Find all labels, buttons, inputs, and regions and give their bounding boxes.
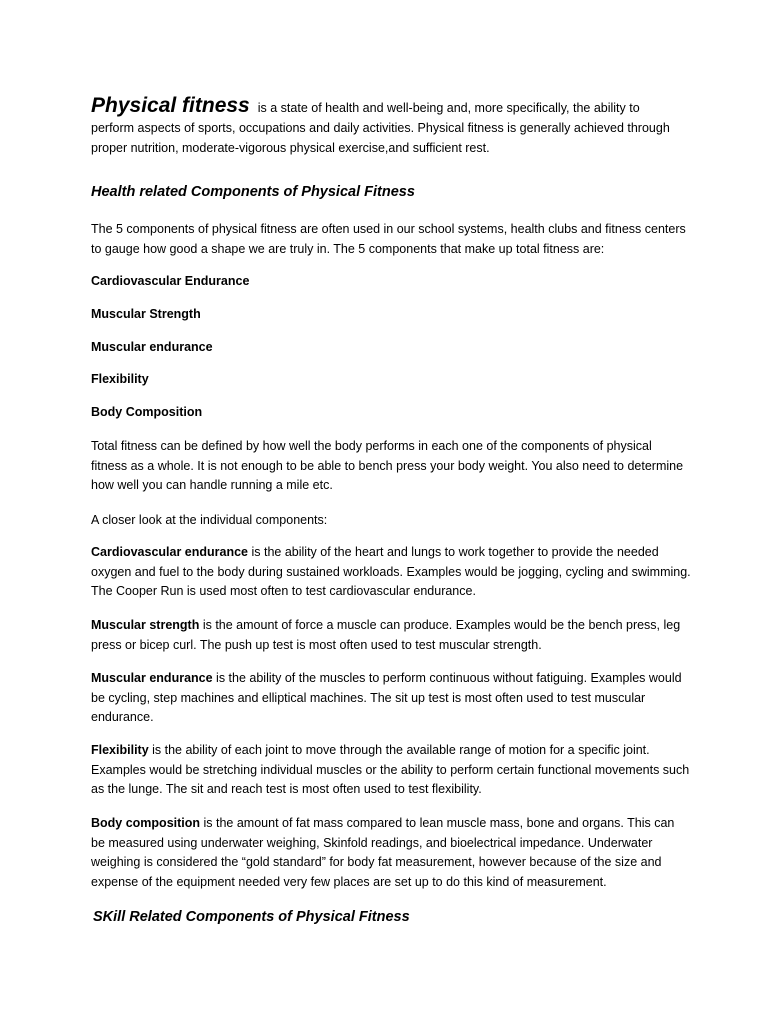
doc-title: Physical fitness [91, 94, 250, 117]
heading-health: Health related Components of Physical Fitness [91, 184, 415, 200]
detail-text: is the ability of the muscles to perform continuous without fatiguing. Examples would be cycling, step machines and elliptical machines. The sit up test is most often used to test muscular endurance. [91, 671, 682, 724]
detail-text: is the amount of fat mass compared to lean muscle mass, bone and organs. This can be measured using underwater weighing, Skinfold readings, and bioelectrical impedance. Underwater weighing is considered the “gold standard” for body fat measurement, however because of the size and expense of the equipment needed very few places are set up to do this kind of measurement. [91, 816, 675, 889]
detail-text: is the ability of each joint to move through the available range of motion for a specific joint. Examples would be stretching individual muscles or the ability to perform certain functional movements such as the lunge. The sit and reach test is most often used to test flexibility. [91, 743, 690, 796]
list-item-body-comp: Body Composition [91, 405, 203, 419]
detail-term: Muscular strength [91, 618, 200, 632]
detail-text: is the amount of force a muscle can produce. Examples would be the bench press, leg press or bicep curl. The push up test is most often used to test muscular strength. [91, 618, 681, 652]
detail-term: Cardiovascular endurance [91, 545, 249, 559]
para-components: The 5 components of physical fitness are often used in our school systems, health clubs and fitness centers to gauge how good a shape we are truly in. The 5 components that make up total fitness are: [91, 222, 686, 256]
list-item-flexibility: Flexibility [91, 372, 149, 386]
detail-cardio [91, 543, 691, 602]
para-total-fitness: Total fitness can be defined by how well the body performs in each one of the components of physical fitness as a whole. It is not enough to be able to bench press your body weight. You also need to determine how well you can handle running a mile etc. [91, 439, 684, 492]
detail-endurance [91, 669, 691, 728]
list-item-endurance: Muscular endurance [91, 340, 213, 354]
list-item-strength: Muscular Strength [91, 307, 201, 321]
para-closer-look: A closer look at the individual components: [91, 513, 328, 527]
intro-lead: is a state of health and well-being and, more specifically, the ability to [257, 101, 640, 115]
detail-term: Muscular endurance [91, 671, 213, 685]
intro-paragraph [91, 96, 691, 158]
detail-body-comp [91, 814, 691, 892]
detail-strength [91, 616, 691, 655]
heading-skill: SKill Related Components of Physical Fitness [93, 909, 410, 925]
detail-term: Body composition [91, 816, 201, 830]
detail-term: Flexibility [91, 743, 149, 757]
detail-flexibility [91, 741, 691, 800]
detail-text: is the ability of the heart and lungs to work together to provide the needed oxygen and fuel to the body during sustained workloads. Examples would be jogging, cycling and swimming. The Cooper Run is used most often to test cardiovascular endurance. [91, 545, 691, 598]
list-item-cardio: Cardiovascular Endurance [91, 274, 250, 288]
intro-rest: perform aspects of sports, occupations and daily activities. Physical fitness is generally achieved through proper nutrition, moderate-vigorous physical exercise,and sufficient rest. [91, 121, 670, 155]
